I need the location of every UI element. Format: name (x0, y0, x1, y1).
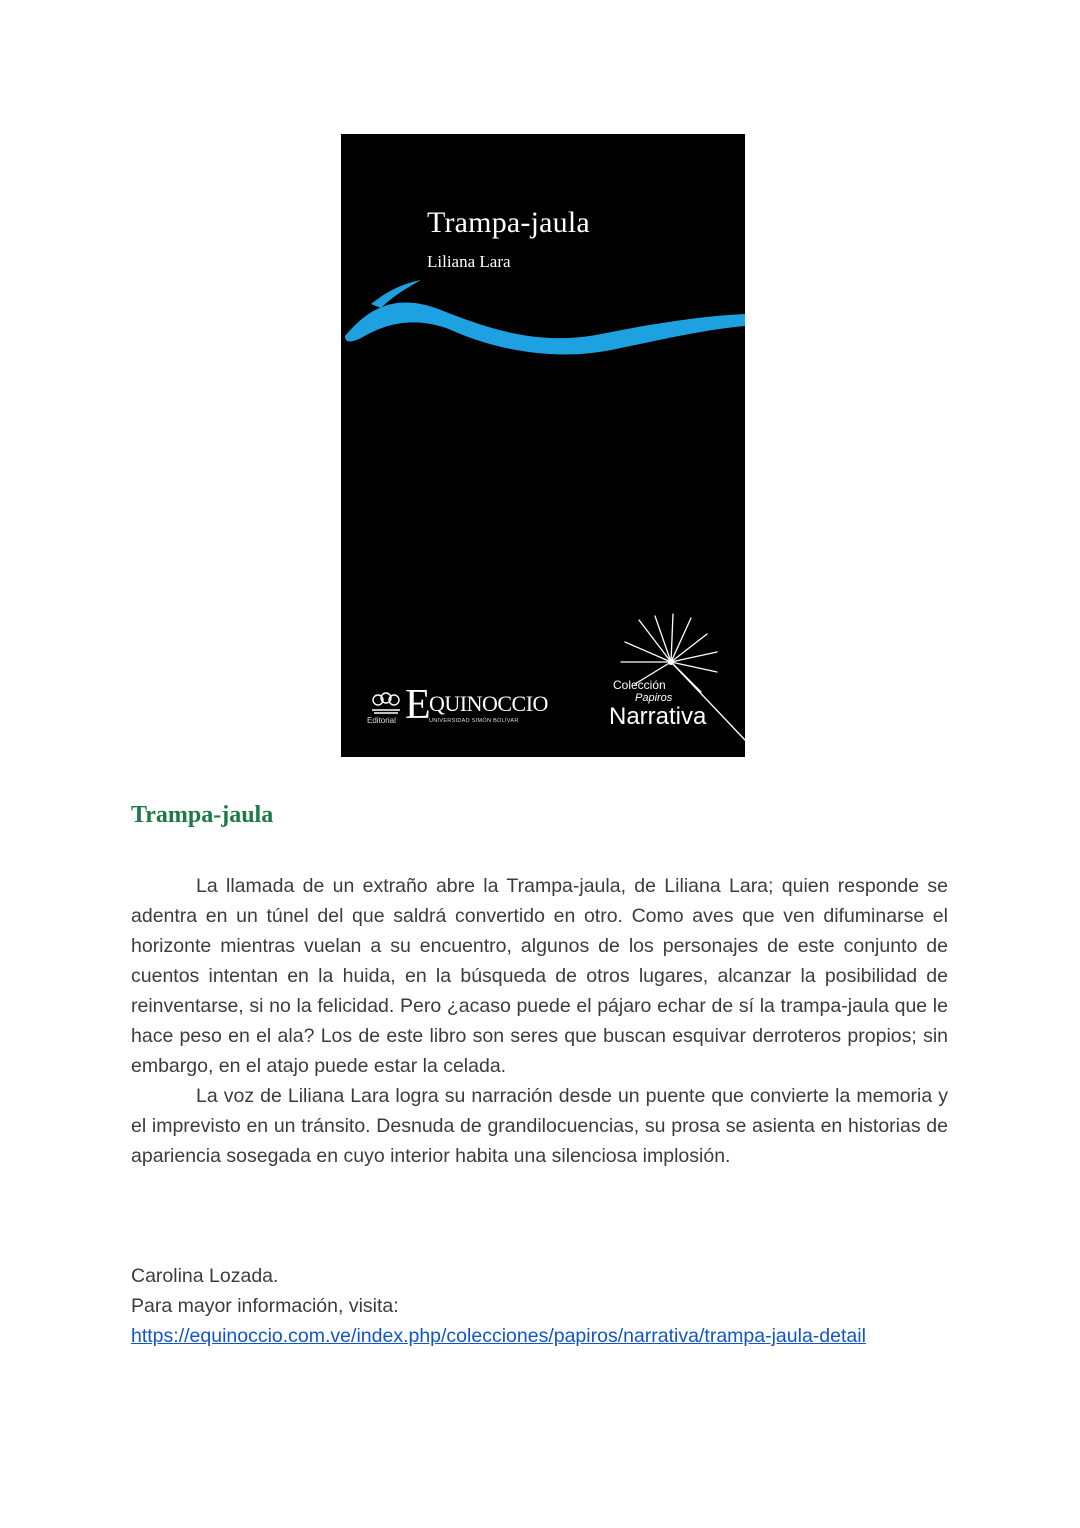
article-heading: Trampa-jaula (131, 802, 274, 828)
blue-wave-graphic (341, 264, 745, 364)
book-cover (341, 134, 745, 757)
cover-author: Liliana Lara (427, 252, 511, 271)
more-info-label: Para mayor información, visita: (131, 1295, 399, 1317)
author-signature: Carolina Lozada. (131, 1265, 279, 1287)
publisher-subtitle: UNIVERSIDAD SIMÓN BOLÍVAR (429, 718, 519, 724)
collection-logo (591, 612, 745, 757)
emblem-icon (369, 690, 403, 714)
publisher-initial: E (405, 682, 431, 728)
cover-title: Trampa-jaula (427, 206, 590, 239)
publisher-logo (367, 682, 548, 730)
collection-label: Colección (613, 678, 666, 692)
publisher-prefix: Editorial (367, 716, 396, 725)
collection-series: Papiros (635, 692, 673, 704)
paragraph-2: La voz de Liliana Lara logra su narración desde un puente que convierte la memoria y el imprevisto en un tránsito. Desnuda de grandilocuencias, su prosa se asienta en historias de apariencia sosegada en cuyo interior habita una silenciosa implosión. (131, 1085, 948, 1167)
article-body (131, 871, 948, 1171)
signature-block (131, 1261, 948, 1351)
collection-genre: Narrativa (609, 703, 707, 730)
paragraph-1: La llamada de un extraño abre la Trampa-jaula, de Liliana Lara; quien responde se adentra en un túnel del que saldrá convertido en otro. Como aves que ven difuminarse el horizonte mientras vuelan a su encuentro, algunos de los personajes de este conjunto de cuentos intentan en la huida, en la búsqueda de otros lugares, alcanzar la posibilidad de reinventarse, si no la felicidad. Pero ¿acaso puede el pájaro echar de sí la trampa-jaula que le hace peso en el ala? Los de este libro son seres que buscan esquivar derroteros propios; sin embargo, en el atajo puede estar la celada. (131, 875, 948, 1077)
publisher-name: QUINOCCIO (429, 691, 548, 716)
book-detail-link[interactable]: https://equinoccio.com.ve/index.php/colecciones/papiros/narrativa/trampa-jaula-detail (131, 1325, 866, 1347)
